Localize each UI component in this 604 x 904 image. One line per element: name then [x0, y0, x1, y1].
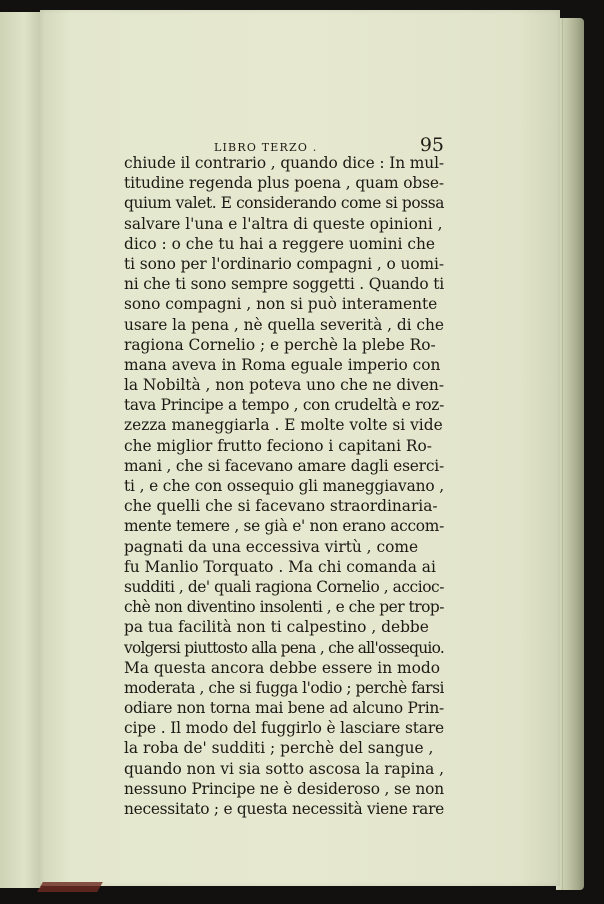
text-line: la Nobiltà , non poteva uno che ne diven- — [124, 376, 444, 395]
text-line: che miglior frutto feciono i capitani Ro- — [124, 436, 432, 455]
page-number: 95 — [419, 134, 444, 156]
facing-page-edge — [0, 12, 41, 888]
page-stack-edge — [556, 18, 584, 890]
text-line: titudine regenda plus poena , quam obse- — [124, 174, 444, 193]
text-line: mani , che si facevano amare dagli eserci- — [124, 456, 444, 475]
text-line: cipe . Il modo del fuggirlo è lasciare stare — [124, 719, 444, 738]
book-page — [40, 10, 560, 886]
text-line: usare la pena , nè quella severità , di che — [124, 315, 444, 334]
text-line: ni che ti sono sempre soggetti . Quando ti — [124, 275, 444, 294]
text-line: ragiona Cornelio ; e perchè la plebe Ro- — [124, 335, 436, 354]
text-line: mana aveva in Roma eguale imperio con — [124, 355, 441, 374]
text-line: necessitato ; e questa necessità viene rare — [124, 800, 444, 818]
text-line: tava Principe a tempo , con crudeltà e roz- — [124, 396, 444, 415]
text-line: zezza maneggiarla . E molte volte si vide — [124, 416, 443, 435]
text-line: odiare non torna mai bene ad alcuno Prin- — [124, 699, 444, 718]
body-text — [124, 153, 444, 819]
text-line: pagnati da una eccessiva virtù , come — [124, 537, 419, 556]
text-line: mente temere , se già e' non erano accom- — [124, 517, 444, 536]
text-line: dico : o che tu hai a reggere uomini che — [124, 234, 435, 253]
text-line: che quelli che si facevano straordinaria- — [124, 497, 438, 516]
text-line: chè non diventino insolenti , e che per trop- — [124, 598, 444, 617]
text-line: sono compagni , non si può interamente — [124, 295, 438, 314]
text-line: sudditi , de' quali ragiona Cornelio , accioc- — [124, 577, 444, 596]
text-line: nessuno Principe ne è desideroso , se non — [124, 779, 444, 798]
text-line: volgersi piuttosto alla pena , che all'ossequio. — [124, 638, 444, 657]
running-title: LIBRO TERZO . — [214, 141, 318, 154]
text-line: salvare l'una e l'altra di queste opinioni , — [124, 214, 443, 233]
text-line: la roba de' sudditi ; perchè del sangue , — [124, 739, 434, 758]
text-line: chiude il contrario , quando dice : In mul- — [124, 154, 444, 172]
text-line: quium valet. E considerando come si possa — [124, 194, 444, 213]
text-line: fu Manlio Torquato . Ma chi comanda ai — [124, 557, 436, 576]
text-line: quando non vi sia sotto ascosa la rapina , — [124, 759, 444, 778]
text-line: moderata , che si fugga l'odio ; perchè farsi — [124, 678, 444, 697]
text-line: Ma questa ancora debbe essere in modo — [124, 658, 440, 677]
text-line: ti , e che con ossequio gli maneggiavano , — [124, 477, 444, 495]
text-line: ti sono per l'ordinario compagni , o uomi- — [124, 254, 444, 273]
bookmark-ribbon — [37, 882, 103, 892]
text-line: pa tua facilità non ti calpestino , debbe — [124, 618, 429, 637]
